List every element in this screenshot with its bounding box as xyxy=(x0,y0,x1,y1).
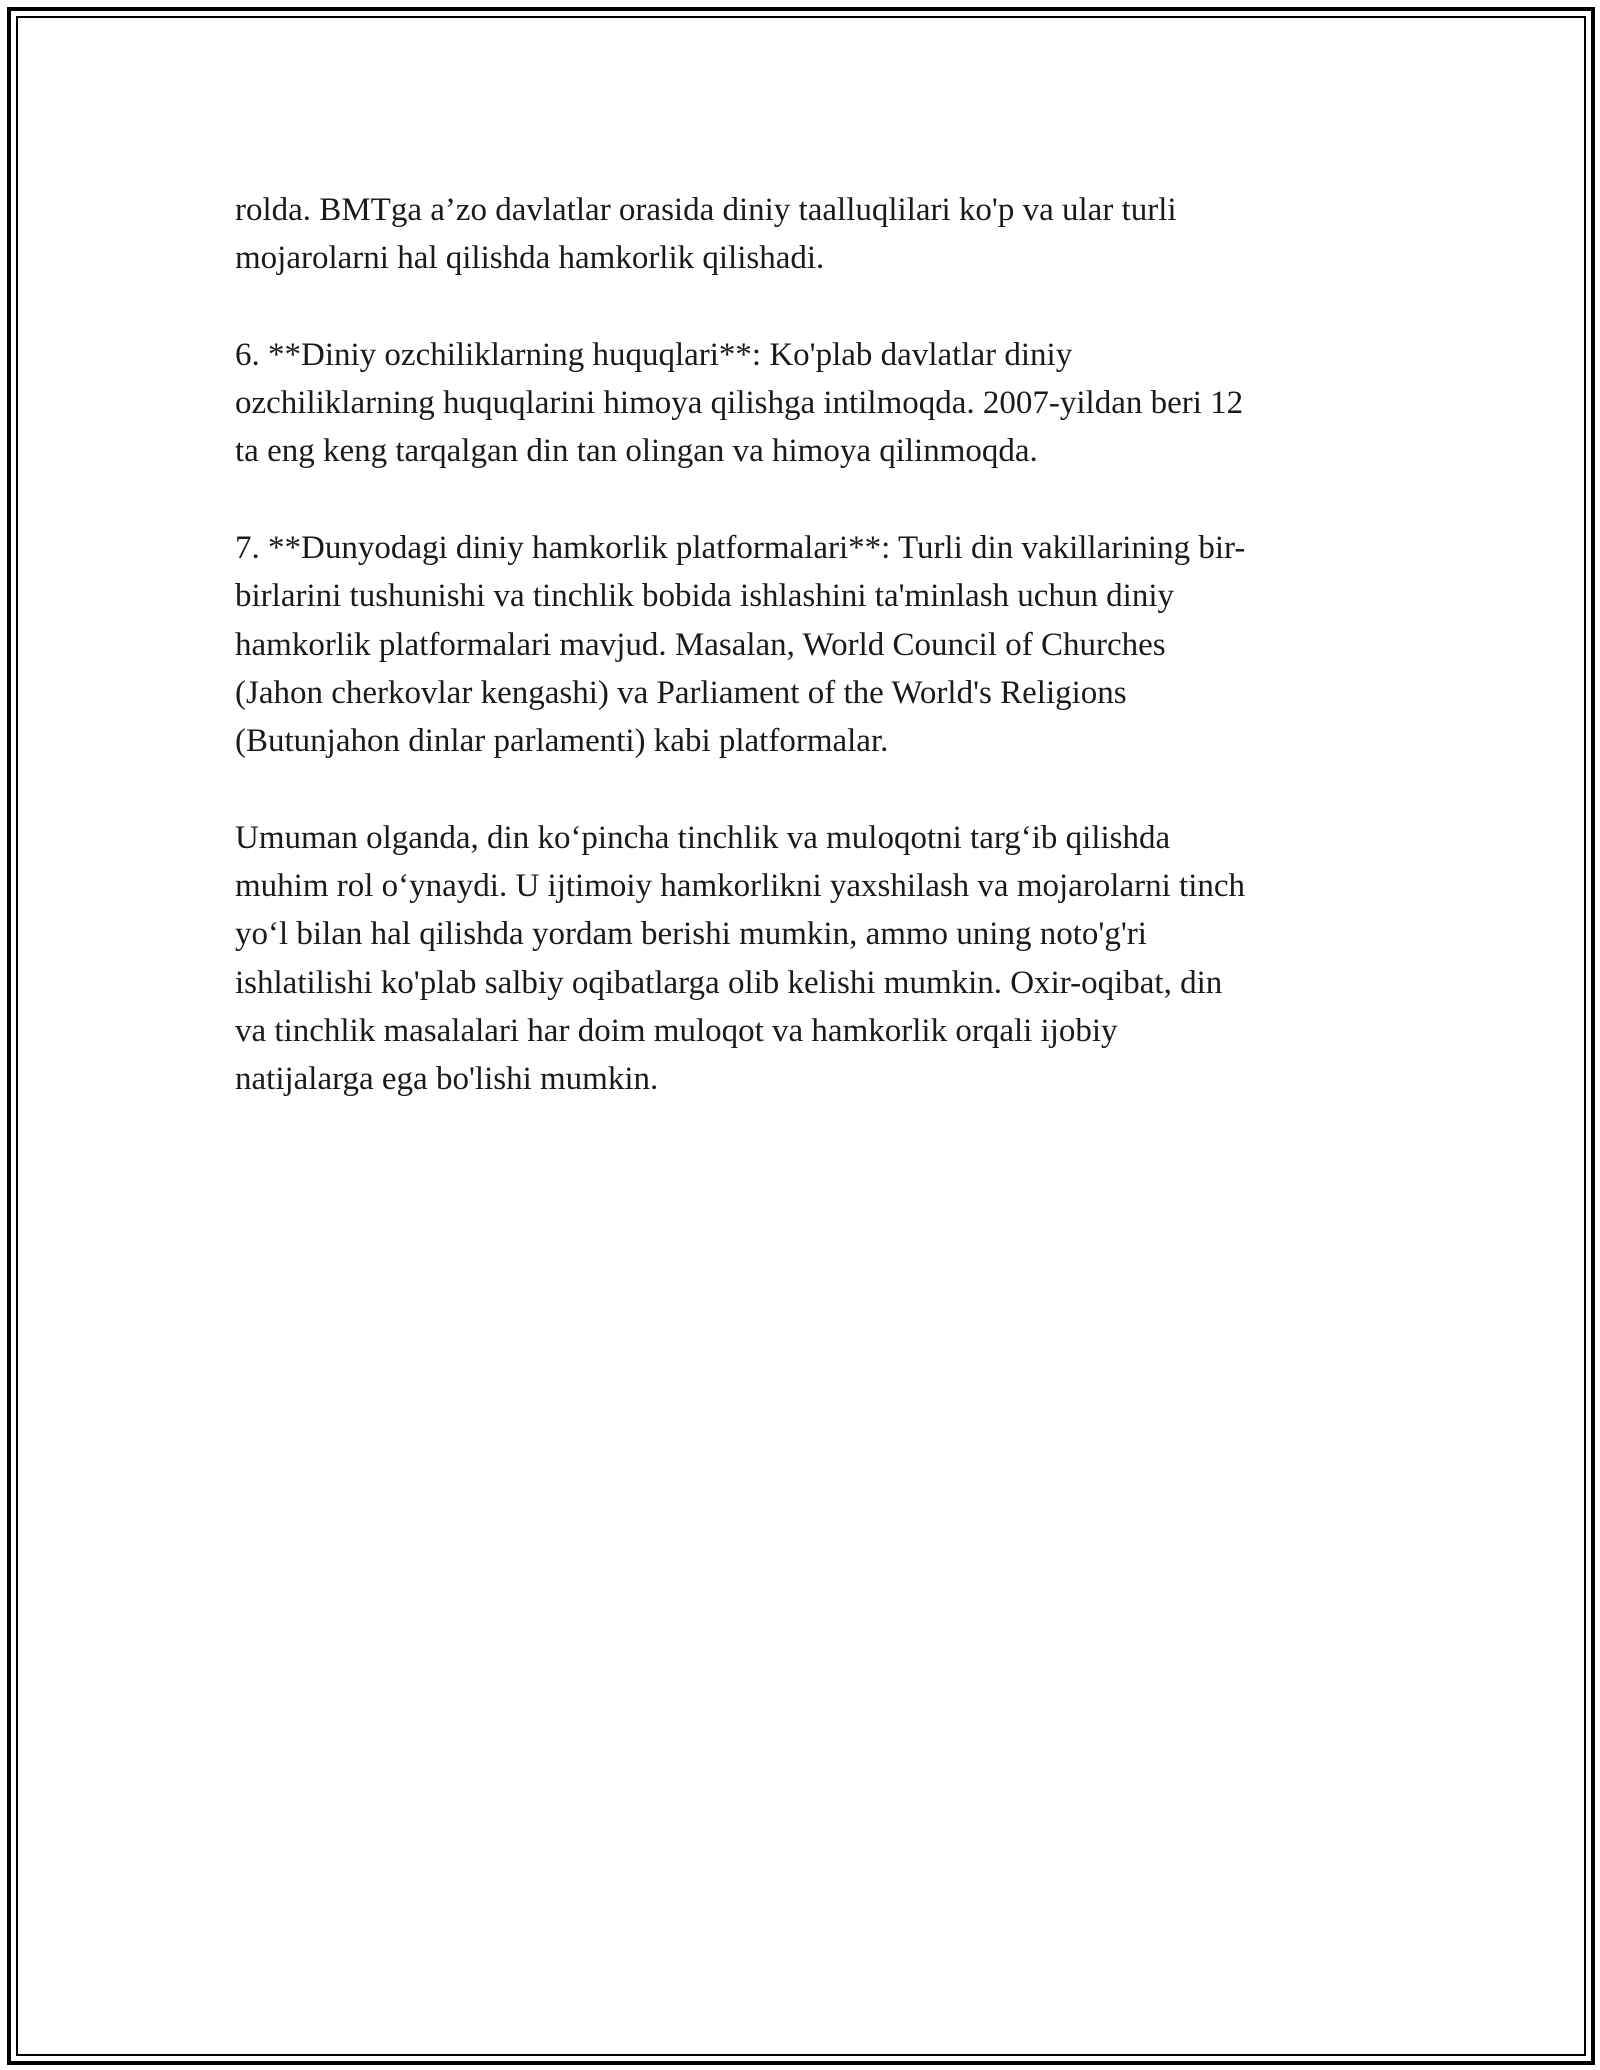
paragraph-conclusion: Umuman olganda, din ko‘pincha tinchlik va muloqotni targ‘ib qilishda muhim rol o‘ynaydi. U ijtimoiy hamkorlikni yaxshilash va mojarolarni tinch yo‘l bilan hal qilishda yordam berishi mumkin, ammo uning noto'g'ri ishlatilishi ko'plab salbiy oqibatlarga olib kelishi mumkin. Oxir-oqibat, din va tinchlik masalalari har doim muloqot va hamkorlik orqali ijobiy natijalarga ega bo'lishi mumkin. xyxy=(235,819,1246,1098)
paragraph-un-cooperation: rolda. BMTga a’zo davlatlar orasida diniy taalluqlilari ko'p va ular turli mojarolarni hal qilishda hamkorlik qilishadi. xyxy=(235,192,1177,277)
paragraph-minority-rights: 6. **Diniy ozchiliklarning huquqlari**: Ko'plab davlatlar diniy ozchiliklarning huquqlarini himoya qilishga intilmoqda. 2007-yildan beri 12 ta eng keng tarqalgan din tan olingan va himoya qilinmoqda. xyxy=(235,336,1244,470)
document-body xyxy=(235,186,1365,1104)
paragraph-interfaith-platforms: 7. **Dunyodagi diniy hamkorlik platformalari**: Turli din vakillarining bir- birlarini tushunishi va tinchlik bobida ishlashini ta'minlash uchun diniy hamkorlik platformalari mavjud. Masalan, World Council of Churches (Jahon cherkovlar kengashi) va Parliament of the World's Religions (Butunjahon dinlar parlamenti) kabi platformalar. xyxy=(235,530,1246,760)
